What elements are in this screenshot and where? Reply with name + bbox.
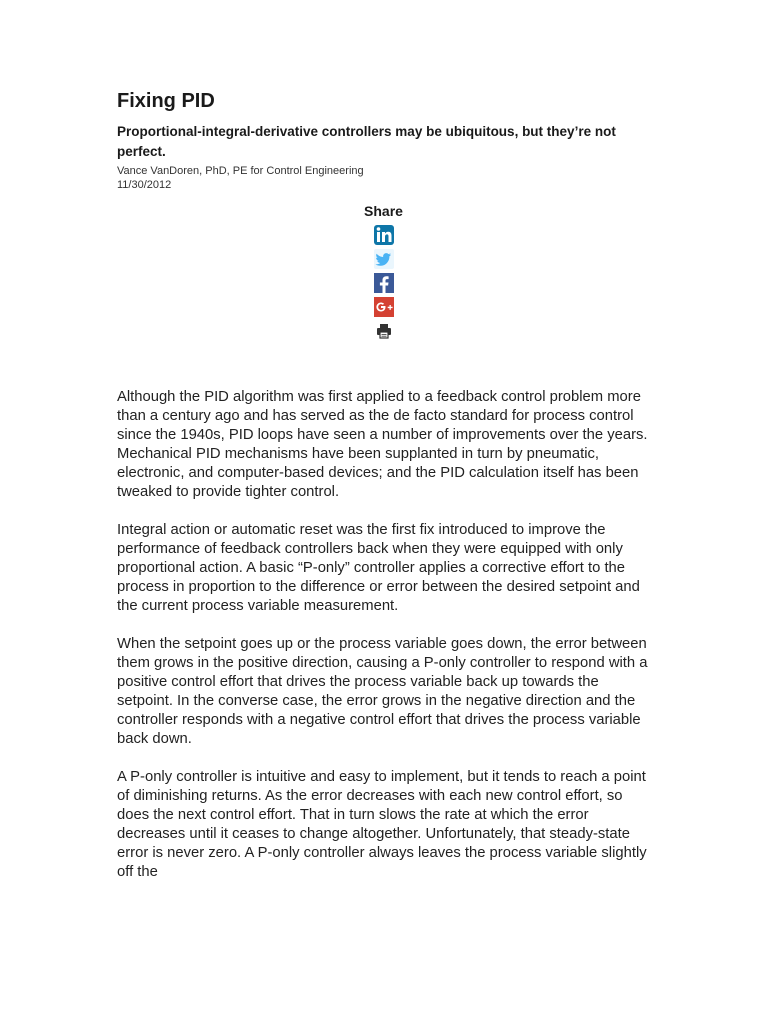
document-page — [117, 88, 657, 901]
linkedin-icon — [373, 224, 395, 246]
article-byline: Vance VanDoren, PhD, PE for Control Engineering — [117, 165, 364, 177]
twitter-icon — [373, 248, 395, 270]
paragraph: A P-only controller is intuitive and easy to implement, but it tends to reach a point of diminishing returns. As the error decreases with each new control effort, so does the next control effort. That in turn slows the rate at which the error decreases until it ceases to change altogether. Unfortunately, that steady-state error is never zero. A P-only controller always leaves the process variable slightly off the — [117, 769, 647, 880]
article-title: Fixing PID — [117, 90, 215, 112]
article-body — [117, 388, 657, 882]
paragraph: Although the PID algorithm was first applied to a feedback control problem more than a century ago and has served as the de facto standard for process control since the 1940s, PID loops have seen a number of improvements over the years. Mechanical PID mechanisms have been supplanted in turn by pneumatic, electronic, and computer-based devices; and the PID calculation itself has been tweaked to provide tighter control. — [117, 389, 648, 500]
linkedin-share-button[interactable] — [373, 224, 395, 246]
article-subtitle: Proportional-integral-derivative controllers may be ubiquitous, but they’re not perfect. — [117, 124, 616, 159]
share-block — [117, 202, 650, 344]
article-date: 11/30/2012 — [117, 179, 172, 191]
paragraph: Integral action or automatic reset was the first fix introduced to improve the performance of feedback controllers back when they were equipped with only proportional action. A basic “P-only” controller applies a corrective effort to the process in proportion to the difference or error between the desired setpoint and the current process variable measurement. — [117, 522, 640, 614]
print-icon — [373, 320, 395, 342]
twitter-share-button[interactable] — [373, 248, 395, 270]
paragraph: When the setpoint goes up or the process variable goes down, the error between them grows in the positive direction, causing a P-only controller to respond with a positive control effort that drives the process variable back up towards the setpoint. In the converse case, the error grows in the negative direction and the controller responds with a negative control effort that drives the process variable back down. — [117, 636, 648, 747]
share-label: Share — [364, 203, 403, 219]
facebook-share-button[interactable] — [373, 272, 395, 294]
google-plus-icon — [373, 296, 395, 318]
google-plus-share-button[interactable] — [373, 296, 395, 318]
print-button[interactable] — [373, 320, 395, 342]
facebook-icon — [373, 272, 395, 294]
